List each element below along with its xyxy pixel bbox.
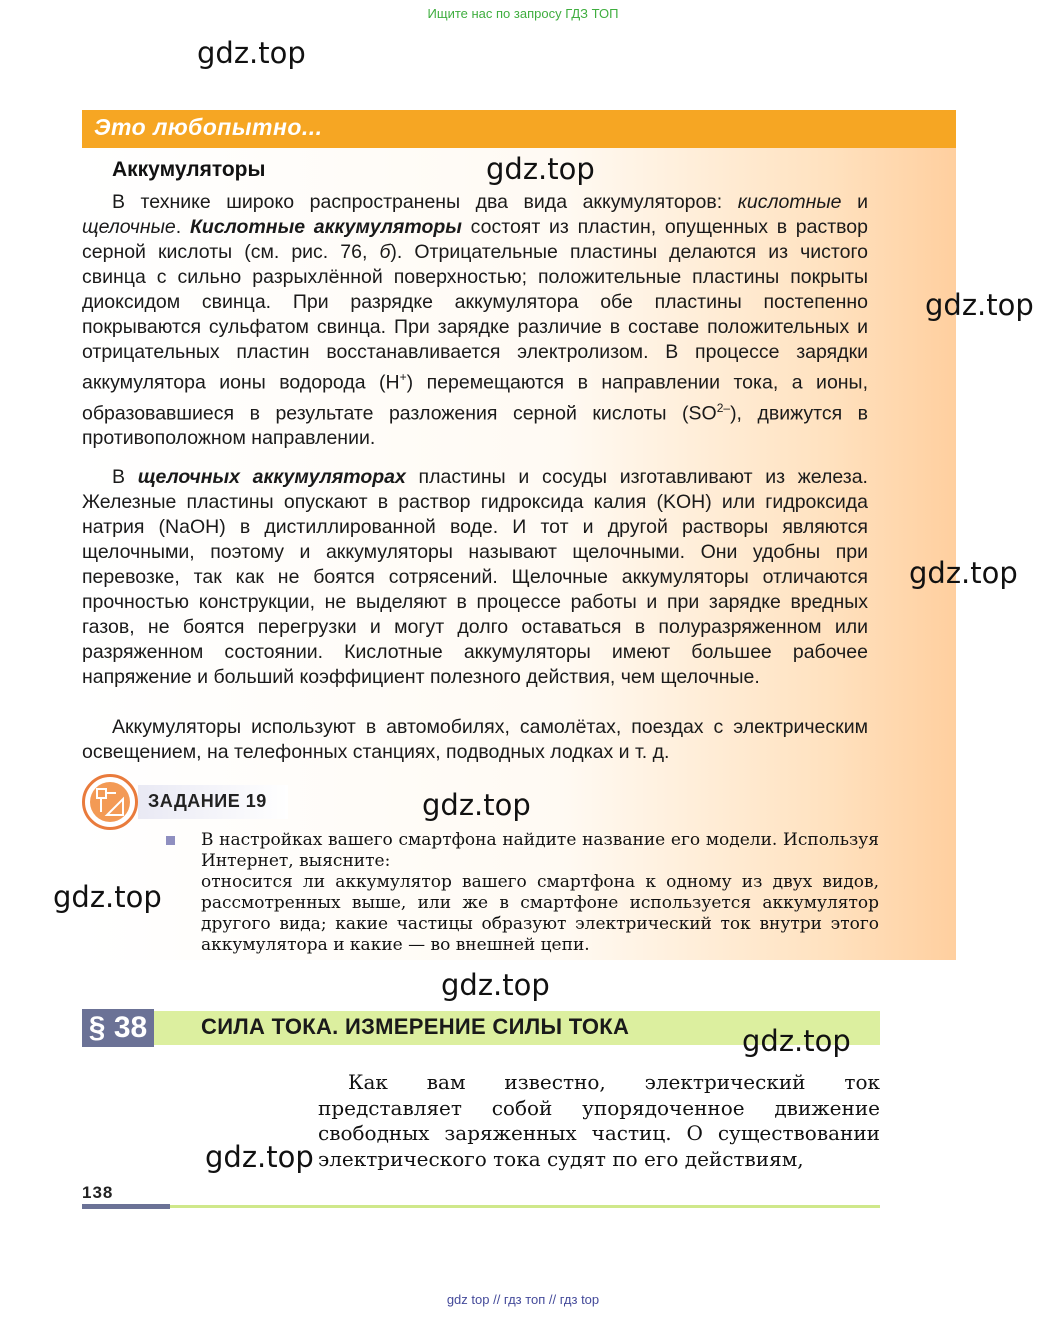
paragraph-acid: В технике широко распространены два вида аккумуляторов: кислотные и щелочные. Кислотные аккумуляторы состоят из пластин, опущенных в раствор серной кислоты (см. рис. 76, б). Отрицательные пластины делаются из чистого свинца с сильно разрыхлённой поверхностью; положительные пластины покрыты диоксидом свинца. При разрядке аккумулятора обе пластины постепенно покрываются сульфатом свинца. При зарядке различие в составе положительных и отрицательных пластин восстанавливается электролизом. В процессе зарядки аккумулятора ионы водорода (H+) перемещаются в направлении тока, а ионы, образовавшиеся в результате разложения серной кислоты $(SO^{2-})$, движутся в противоположном направлении. [82, 191, 868, 449]
task-icon-inner [90, 782, 130, 822]
task-symbol-icon [90, 782, 130, 822]
bullet-icon [166, 836, 175, 845]
watermark: gdz.top [925, 288, 1034, 322]
watermark: gdz.top [53, 880, 162, 914]
paragraph-usage: Аккумуляторы используют в автомобилях, самолётах, поездах с электрическим освещением, на телефонных станциях, подводных лодках и т. д. [82, 716, 868, 763]
task-text: В настройках вашего смартфона найдите название его модели. Используя Интернет, выясните: относится ли аккумулятор вашего смартфона к одному из двух видов, рассмотренных выше, или же в смартфоне используется аккумулятор другого вида; какие частицы образуют электрический ток внутри этого аккумулятора и какие — во внешней цепи. [201, 830, 879, 955]
paragraph-number: § 38 [82, 1009, 154, 1047]
bottom-banner[interactable]: gdz top // гдз топ // гдз top [446, 1292, 600, 1307]
section-title: Аккумуляторы [112, 158, 266, 181]
task-label: ЗАДАНИЕ 19 [148, 791, 267, 811]
paragraph-alkaline: В щелочных аккумуляторах пластины и сосуды изготавливают из железа. Железные пластины опускают в раствор гидроксида калия (KOH) или гидроксида натрия (NaOH) в дистиллированной воде. И тот и другой растворы являются щелочными, поэтому и аккумуляторы называют щелочными. Они удобны при перевозке, так как не боятся сотрясений. Щелочные аккумуляторы отличаются прочностью конструкции, не выделяют в процессе работы и при зарядке вредных газов, не боятся перегрузки и могут долго оставаться в полуразряженном или разряженном состоянии. Кислотные аккумуляторы имеют большее рабочее напряжение и больший коэффициент полезного действия, чем щелочные. [82, 466, 868, 688]
watermark: gdz.top [441, 968, 550, 1002]
watermark: gdz.top [742, 1024, 851, 1058]
top-banner[interactable]: Ищите нас по запросу ГДЗ ТОП [427, 6, 619, 21]
watermark: gdz.top [486, 152, 595, 186]
intro-text: Как вам известно, электрический ток представляет собой упорядоченное движение свободных заряженных частиц. О существовании электрического тока судят по его действиям, [318, 1070, 880, 1171]
paragraph-title: СИЛА ТОКА. ИЗМЕРЕНИЕ СИЛЫ ТОКА [201, 1014, 630, 1039]
watermark: gdz.top [909, 556, 1018, 590]
curiosity-header: Это любопытно... [94, 114, 323, 140]
footer-rule-left [82, 1204, 170, 1209]
page-number: 138 [82, 1183, 114, 1202]
watermark: gdz.top [205, 1140, 314, 1174]
watermark: gdz.top [422, 788, 531, 822]
footer-rule-right [170, 1205, 880, 1208]
watermark: gdz.top [197, 36, 306, 70]
